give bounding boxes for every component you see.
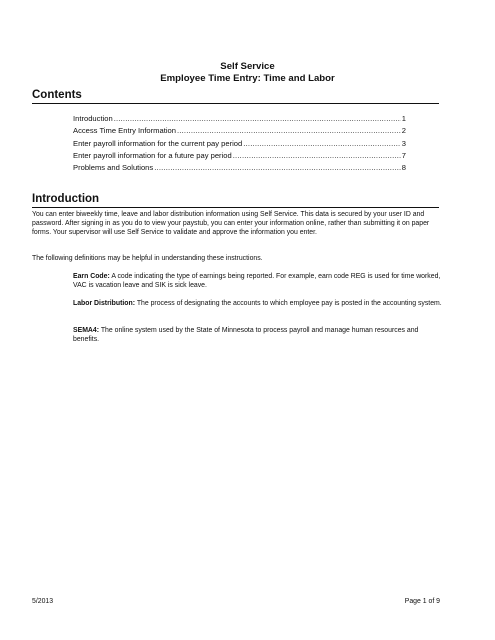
definition-text: The online system used by the State of Minnesota to process payroll and manage human resources and benefits. xyxy=(73,327,419,343)
definition-term: Labor Distribution: xyxy=(73,300,136,307)
toc-entry[interactable] xyxy=(73,162,406,174)
definition-text: A code indicating the type of earnings being reported. For example, earn code REG is used for time worked, VAC is vacation leave and SIK is sick leave. xyxy=(73,273,441,289)
toc-entry-label: Problems and Solutions xyxy=(73,163,154,173)
table-of-contents xyxy=(73,113,406,174)
toc-entry[interactable] xyxy=(73,150,406,162)
definition-term: SEMA4: xyxy=(73,327,100,334)
toc-dot-leader xyxy=(243,138,401,150)
toc-entry-page: 3 xyxy=(401,138,406,148)
introduction-heading: Introduction xyxy=(32,192,439,208)
toc-entry-label: Introduction xyxy=(73,114,113,123)
contents-heading: Contents xyxy=(32,88,439,104)
document-title-line-2: Employee Time Entry: Time and Labor xyxy=(160,73,335,84)
definition-sema4 xyxy=(73,326,443,344)
toc-entry-page: 7 xyxy=(401,150,406,160)
document-title xyxy=(0,61,495,85)
toc-dot-leader xyxy=(154,162,401,174)
footer-page-number: Page 1 of 9 xyxy=(404,598,440,605)
definitions-intro-paragraph: The following definitions may be helpful in understanding these instructions. xyxy=(32,255,263,262)
document-title-line-1: Self Service xyxy=(220,61,275,72)
toc-dot-leader xyxy=(177,125,401,137)
definition-labor-distribution xyxy=(73,299,443,308)
toc-entry-label: Access Time Entry Information xyxy=(73,126,176,136)
definition-term: Earn Code: xyxy=(73,273,110,280)
definition-text: The process of designating the accounts to which employee pay is posted in the accounting system. xyxy=(136,300,442,307)
toc-dot-leader xyxy=(114,113,401,125)
introduction-paragraph: You can enter biweekly time, leave and labor distribution information using Self Service. This data is secured by your user ID and password. After signing in as you do to view your paystub, you can enter your information online, rather than submitting it on paper forms. Your supervisor will use Self Service to validate and approve the information you enter. xyxy=(32,211,430,236)
toc-entry[interactable] xyxy=(73,138,406,150)
toc-entry-page: 2 xyxy=(401,126,406,136)
toc-entry-page: 8 xyxy=(401,163,406,173)
toc-entry-label: Enter payroll information for a future pay period xyxy=(73,150,232,160)
toc-dot-leader xyxy=(233,150,401,162)
definition-earn-code xyxy=(73,272,443,290)
toc-entry[interactable] xyxy=(73,125,406,137)
footer-date: 5/2013 xyxy=(32,598,54,605)
toc-entry[interactable] xyxy=(73,113,406,125)
toc-entry-page: 1 xyxy=(401,114,406,123)
toc-entry-label: Enter payroll information for the current pay period xyxy=(73,138,243,148)
